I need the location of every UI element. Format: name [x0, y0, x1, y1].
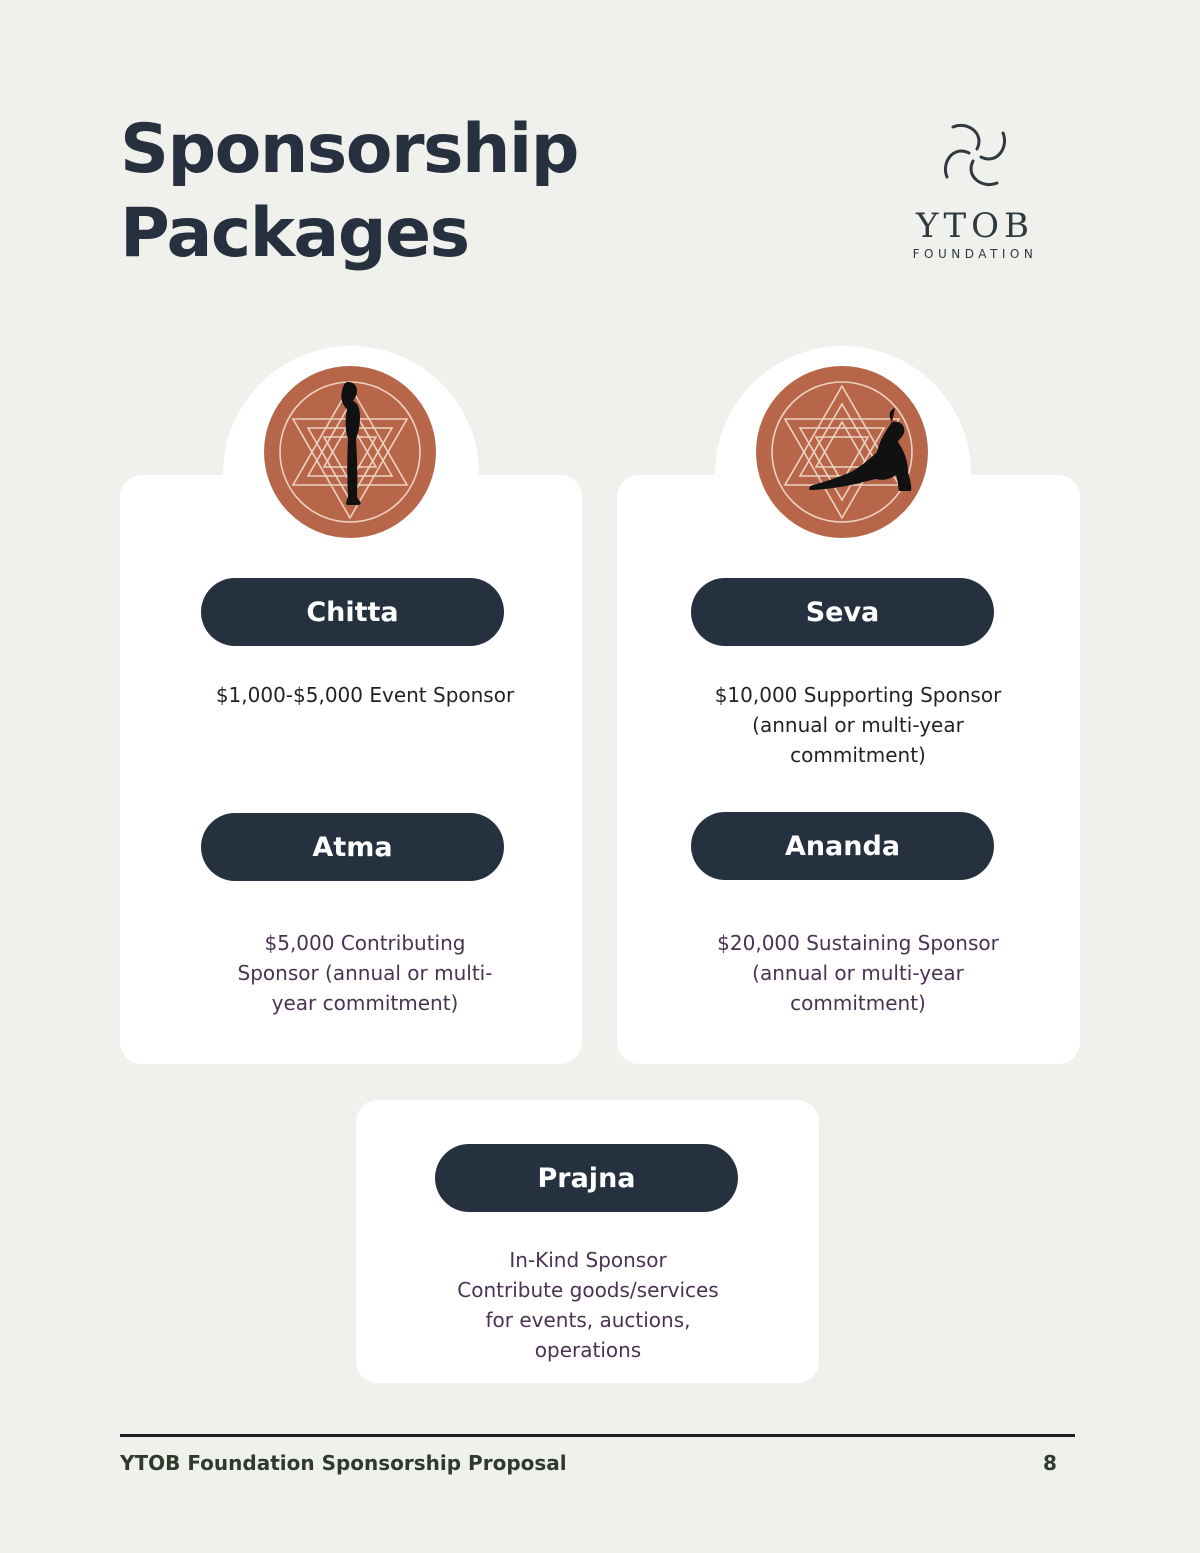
- page-title: [120, 108, 578, 276]
- desc-line: (annual or multi-year: [752, 713, 964, 737]
- standing-pose-icon: [263, 365, 437, 539]
- desc-line: $5,000 Contributing: [264, 931, 466, 955]
- package-pill-prajna: Prajna: [435, 1144, 738, 1212]
- desc-line: commitment): [790, 743, 926, 767]
- desc-line: $10,000 Supporting Sponsor: [714, 683, 1002, 707]
- desc-line: Contribute goods/services: [457, 1278, 719, 1302]
- package-pill-chitta: Chitta: [201, 578, 504, 646]
- package-pill-seva: Seva: [691, 578, 994, 646]
- desc-line: commitment): [790, 991, 926, 1015]
- desc-line: for events, auctions,: [485, 1308, 691, 1332]
- package-desc-seva: [683, 680, 1033, 770]
- desc-line: year commitment): [271, 991, 459, 1015]
- desc-line: $20,000 Sustaining Sponsor: [717, 931, 999, 955]
- logo-subtitle: FOUNDATION: [912, 247, 1038, 261]
- package-pill-ananda: Ananda: [691, 812, 994, 880]
- desc-line: $1,000-$5,000 Event Sponsor: [215, 683, 515, 707]
- title-line-2: Packages: [120, 194, 469, 273]
- logo-name: YTOB: [916, 206, 1034, 246]
- package-desc-atma: [195, 928, 535, 1018]
- package-desc-prajna: [418, 1245, 758, 1365]
- desc-line: In-Kind Sponsor: [509, 1248, 667, 1272]
- desc-line: (annual or multi-year: [752, 961, 964, 985]
- swirl-icon: [935, 115, 1015, 195]
- desc-line: operations: [534, 1338, 642, 1362]
- footer-title: YTOB Foundation Sponsorship Proposal: [120, 1451, 567, 1475]
- package-desc-chitta: [190, 680, 540, 710]
- page-number: 8: [1043, 1451, 1057, 1475]
- package-desc-ananda: [683, 928, 1033, 1018]
- lunge-pose-icon: [755, 365, 929, 539]
- desc-line: Sponsor (annual or multi-: [237, 961, 493, 985]
- title-line-1: Sponsorship: [120, 110, 578, 189]
- footer-divider: [120, 1434, 1075, 1437]
- ytob-logo: [895, 115, 1055, 261]
- package-pill-atma: Atma: [201, 813, 504, 881]
